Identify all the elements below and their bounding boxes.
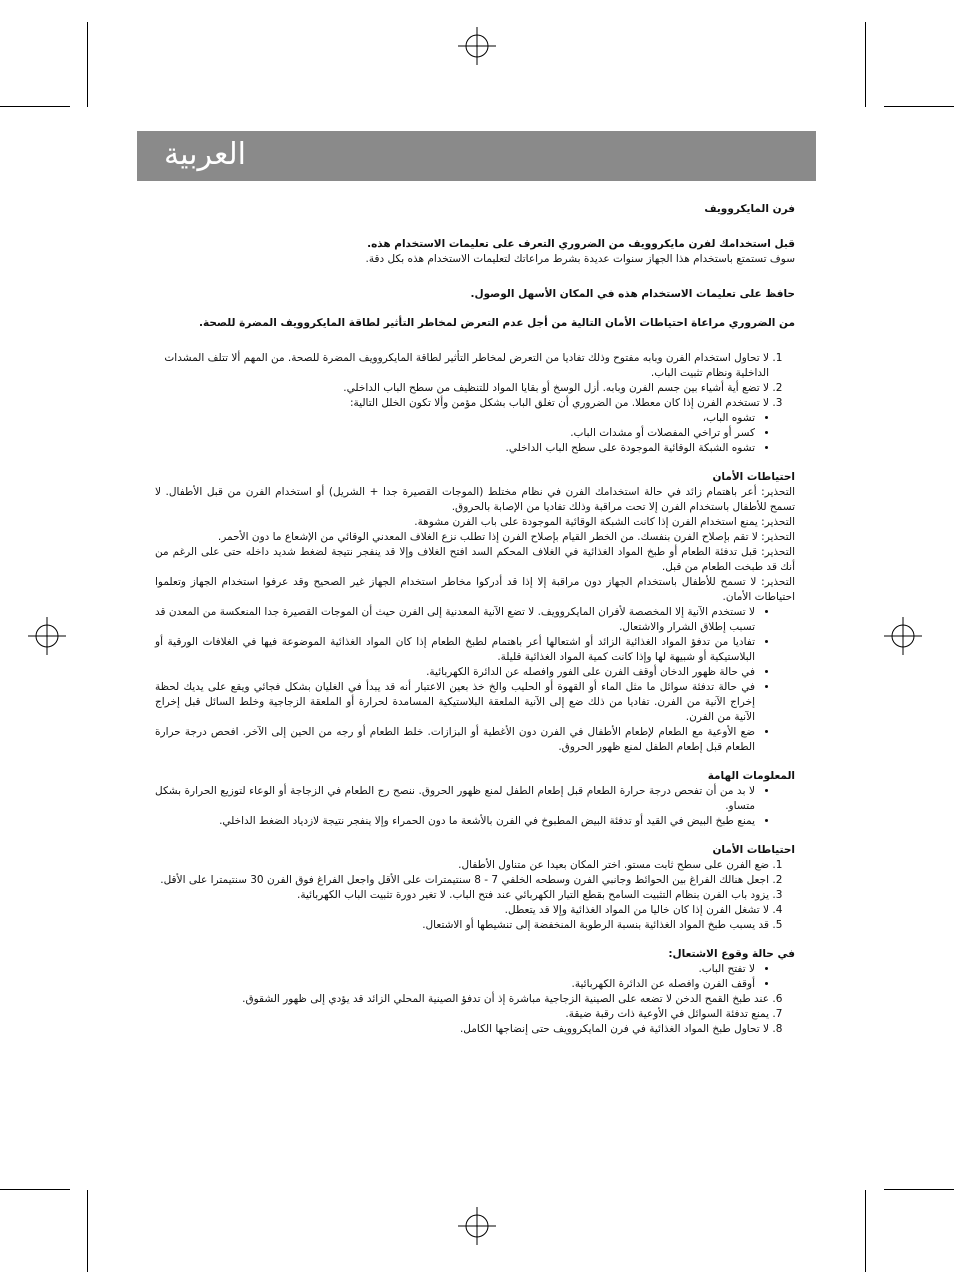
- list-item: 3. لا تستخدم الفرن إذا كان معطلا. من الضروري أن تغلق الباب بشكل مؤمن وألا تكون الخلل التالية:: [155, 396, 769, 411]
- warning-3: التحذير: لا تقم بإصلاح الفرن بنفسك. من الخطر القيام بإصلاح الفرن إذا تطلب نزع الغلاف المعدني الوقائي من الإشعاع ما دون الأحمر.: [217, 531, 795, 543]
- list-item: • في حالة تدفئة سوائل ما مثل الماء أو القهوة أو الحليب والخ خذ بعين الاعتبار أنه قد يبدأ في الغليان بشكل فجائي ويقع على يديك لحظة إخراج الآنية من الفرن. تفاديا من ذلك ضع إلى الآنية الملعقة البلاستيكية المسامدة لحرارة أو الملعقة الزجاجية وخلط السائل قبل إخراج الآنية من الفرن.: [155, 680, 755, 725]
- list-item: • تشوه الشبكة الوقائية الموجودة على سطح الباب الداخلي.: [155, 441, 755, 456]
- list-item: • لا تفتح الباب.: [155, 962, 755, 977]
- bullet-list-2: [155, 605, 795, 755]
- numbered-list-2: [155, 858, 795, 933]
- crop-mark-top-left-h: [0, 106, 70, 107]
- list-item: 5. قد يسبب طبخ المواد الغذائية بنسبة الرطوبة المنخفضة إلى تنشيطها أو الاشتعال.: [155, 918, 769, 933]
- section-title-fire: في حالة وقوع الاشتعال:: [668, 948, 795, 960]
- list-item: 4. لا تشغل الفرن إذا كان خاليا من المواد الغذائية وإلا قد يتعطل.: [155, 903, 769, 918]
- intro-line-1: قبل استخدامك لفرن مايكروويف من الضروري التعرف على تعليمات الاستخدام هذه.: [367, 238, 795, 250]
- list-item: • في حالة ظهور الدخان أوقف الفرن على الفور وافصله عن الدائرة الكهربائية.: [155, 665, 755, 680]
- list-item: 1. لا تحاول استخدام الفرن وبابه مفتوح وذلك تفاديا من التعرض لمخاطر التأثير لطاقة المايكروويف المضرة للصحة. من المهم ألا تتلف المشدات الداخلية ونظام تثبيت الباب.: [155, 351, 769, 381]
- section-title-safety-2: احتياطات الأمان: [712, 844, 795, 856]
- intro-line-2: سوف تستمتع باستخدام هذا الجهاز سنوات عديدة بشرط مراعاتك لتعليمات الاستخدام هذه بكل دقة.: [365, 253, 795, 265]
- list-item: 2. اجعل هنالك الفراغ بين الحوائط وجانبي الفرن وسطحه الخلفي 7 - 8 سنتيمترات على الأقل واجعل الفراغ فوق الفرن 30 سنتيمترا على الأقل.: [155, 873, 769, 888]
- bullet-list-4: [155, 962, 795, 992]
- list-item: 6. عند طبخ القمح الدخن لا تضعه على الصينية الزجاجية مباشرة إذ أن تدفؤ الصينية المحلي الزائد قد يؤدي إلى ظهور الشقوق.: [155, 992, 769, 1007]
- crop-mark-top-left-v: [87, 22, 88, 107]
- warning-2: التحذير: يمنع استخدام الفرن إذا كانت الشبكة الوقائية الموجودة على باب الفرن مشوهة.: [414, 516, 795, 528]
- list-item: • ضع الأوعية مع الطعام لإطعام الأطفال في الفرن دون الأغطية أو البزازات. خلط الطعام أو رجه من الحين إلى الآخر. افحص درجة حرارة الطعام قبل إطعام الطفل لمنع ظهور الحروق.: [155, 725, 755, 755]
- numbered-list-1: [155, 351, 795, 411]
- section-title-important: المعلومات الهامة: [707, 770, 795, 782]
- list-item: • يمنع طبخ البيض في القيد أو تدفئة البيض المطبوخ في الفرن بالأشعة ما دون الحمراء وإلا ينفجر نتيجة لازدياد الضغط الداخلي.: [155, 814, 755, 829]
- warning-1: التحذير: أعر باهتمام زائد في حالة استخدامك الفرن في نظام مختلط (الموجات القصيرة جدا + الشريل) أو استخدام الفرن من قبل الأطفال. لا تسمح للأطفال باستخدام الفرن إلا تحت مراقبة وذلك تفاديا من الإصابة بالحروق.: [155, 486, 795, 513]
- list-item: • تفاديا من تدفؤ المواد الغذائية الزائد أو اشتعالها أعر باهتمام لطبخ الطعام إذا كان المواد الغذائية الموضوعة فيها في الغلافات الورقية أو البلاستيكية أو شبيهة لها وإذا كانت كمية المواد الغذائية قليلة.: [155, 635, 755, 665]
- crop-mark-top-right-h: [884, 106, 954, 107]
- list-item: • لا تستخدم الآنية إلا المخصصة لأفران المايكروويف. لا تضع الآنية المعدنية إلى الفرن حيث أن الموجات القصيرة جدا المنعكسة من المعدن قد تسبب إطلاق الشرار والاشتعال.: [155, 605, 755, 635]
- bullet-list-1: [155, 411, 795, 456]
- registration-mark-right: [884, 617, 922, 655]
- section-title-microwave: فرن المايكروويف: [704, 203, 795, 215]
- crop-mark-bottom-right-v: [865, 1190, 866, 1272]
- language-banner: [137, 131, 816, 181]
- list-item: 8. لا تحاول طبخ المواد الغذائية في فرن المايكروويف حتى إنضاجها الكامل.: [155, 1022, 769, 1037]
- warning-5: التحذير: لا تسمح للأطفال باستخدام الجهاز دون مراقبة إلا إذا قد أدركوا مخاطر استخدام الجهاز غير الصحيح وقد عرفوا استخدام الجهاز وتعلموا احتياطات الأمان.: [155, 576, 795, 603]
- crop-mark-top-right-v: [865, 22, 866, 107]
- section-title-safety: احتياطات الأمان: [712, 471, 795, 483]
- registration-mark-bottom: [458, 1207, 496, 1245]
- list-item: 3. يزود باب الفرن بنظام التثبيت السامح بقطع التيار الكهربائي عند فتح الباب. لا تغير دورة تثبيت الباب الكهربائية.: [155, 888, 769, 903]
- list-item: • لا بد من أن تفحص درجة حرارة الطعام قبل إطعام الطفل لمنع ظهور الحروق. ننصح رج الطعام في الزجاجة أو الوعاء لتوزيع الحرارة بشكل متساو.: [155, 784, 755, 814]
- crop-mark-bottom-left-h: [0, 1189, 70, 1190]
- banner-title: العربية: [164, 137, 246, 172]
- registration-mark-top: [458, 27, 496, 65]
- registration-mark-left: [28, 617, 66, 655]
- crop-mark-bottom-right-h: [884, 1189, 954, 1190]
- list-item: • تشوه الباب،: [155, 411, 755, 426]
- keep-instructions: حافظ على تعليمات الاستخدام هذه في المكان الأسهل الوصول.: [470, 288, 795, 300]
- crop-mark-bottom-left-v: [87, 1190, 88, 1272]
- list-item: 1. ضع الفرن على سطح ثابت مستو. اختر المكان بعيدا عن متناول الأطفال.: [155, 858, 769, 873]
- list-item: • أوقف الفرن وافصله عن الدائرة الكهربائية.: [155, 977, 755, 992]
- observe-safety: من الضروري مراعاة احتياطات الأمان التالية من أجل عدم التعرض لمخاطر التأثير لطاقة المايكروويف المضرة للصحة.: [199, 317, 795, 329]
- numbered-list-3: [155, 992, 795, 1037]
- bullet-list-3: [155, 784, 795, 829]
- page-content: [155, 202, 795, 1037]
- list-item: • كسر أو تراخي المفصلات أو مشدات الباب.: [155, 426, 755, 441]
- warning-4: التحذير: قبل تدفئة الطعام أو طبخ المواد الغذائية في الغلاف المحكم السد افتح الغلاف وإلا قد ينفجر نتيجة لضغط شديد داخله حتى على الرغم من أنك قد طبخت الطعام من قبل.: [155, 546, 795, 573]
- list-item: 2. لا تضع أية أشياء بين جسم الفرن وبابه. أزل الوسخ أو بقايا المواد للتنظيف من سطح الباب الداخلي.: [155, 381, 769, 396]
- list-item: 7. يمنع تدفئة السوائل في الأوعية ذات رقبة ضيقة.: [155, 1007, 769, 1022]
